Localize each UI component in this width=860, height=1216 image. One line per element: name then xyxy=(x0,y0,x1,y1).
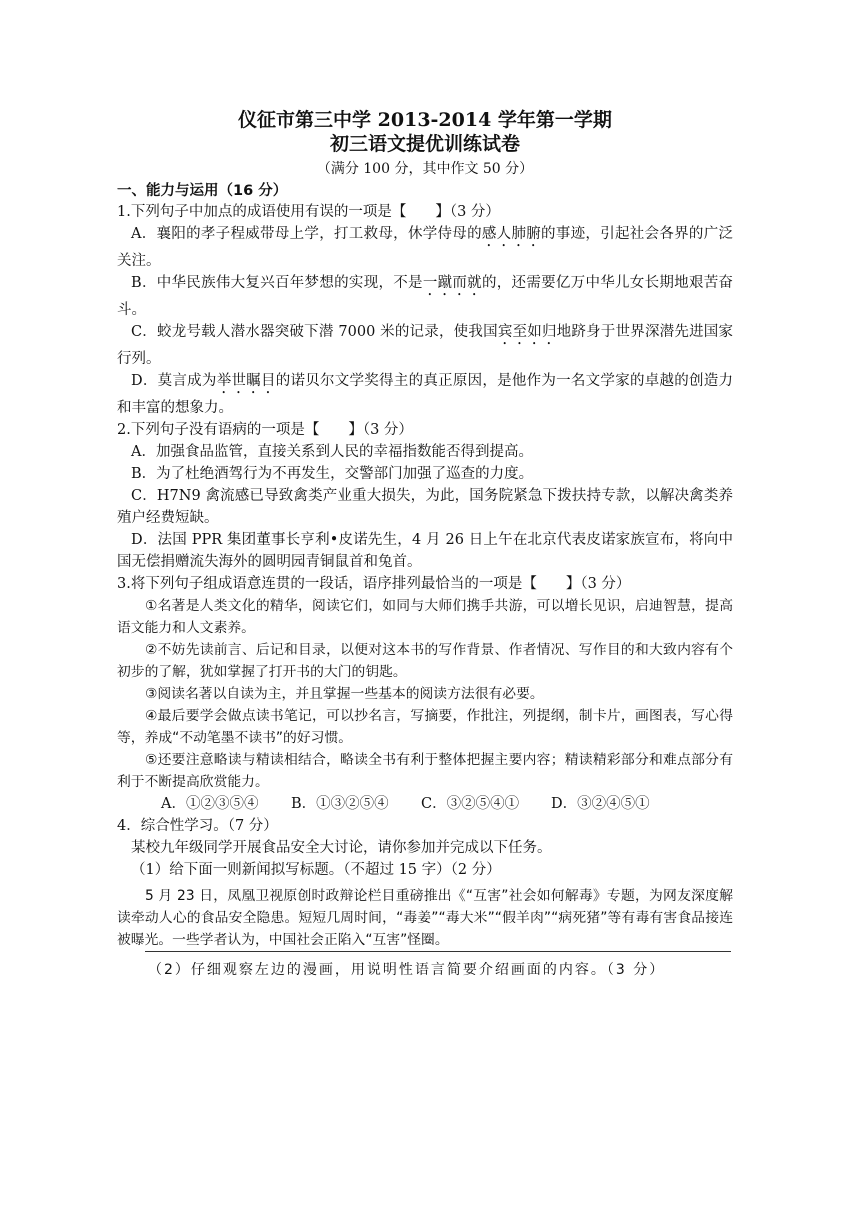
q1-option-c: C．蛟龙号载人潜水器突破下潜 7000 米的记录，使我国宾至如归地跻身于世界深潜先进国家行列。 xyxy=(117,324,734,367)
q2-stem: 2.下列句子没有语病的一项是【 】（3 分） xyxy=(117,422,413,438)
q3-choices xyxy=(161,793,733,815)
q1-d-dotted-idiom: 举世瞩目 xyxy=(216,373,276,389)
q3-sentence-4: ④最后要学会做点读书笔记，可以抄名言，写摘要，作批注，列提纲，制卡片，画图表，写心得等，养成“不动笔墨不读书”的好习惯。 xyxy=(117,708,733,746)
q3-stem: 3.将下列句子组成语意连贯的一段话，语序排列最恰当的一项是【 】（3 分） xyxy=(117,576,631,592)
q2-option-d: D．法国 PPR 集团董事长亨利•皮诺先生，4 月 26 日上午在北京代表皮诺家族宣布，将向中国无偿捐赠流失海外的圆明园青铜鼠首和兔首。 xyxy=(117,532,733,570)
q1-c-dotted-idiom: 宾至如归 xyxy=(497,324,557,340)
q3-choice-d: D．③②④⑤① xyxy=(551,796,650,812)
q3-choice-c: C．③②⑤④① xyxy=(421,796,520,812)
exam-page xyxy=(117,0,733,951)
q3-sentence-3: ③阅读名著以自读为主，并且掌握一些基本的阅读方法很有必要。 xyxy=(145,686,544,702)
q3-sentence-5: ⑤还要注意略读与精读相结合，略读全书有利于整体把握主要内容；精读精彩部分和难点部分有利于不断提高欣赏能力。 xyxy=(117,752,733,790)
q4-news-passage: 5 月 23 日，凤凰卫视原创时政辩论栏目重磅推出《“互害”社会如何解毒》专题，为网友深度解读牵动人心的食品安全隐患。短短几周时间，“毒姜”“毒大米”“假羊肉”“病死猪”等有毒有害食品接连被曝光。一些学者认为，中国社会正陷入“互害”怪圈。 xyxy=(117,888,733,948)
section-heading: 一、能力与运用（16 分） xyxy=(117,183,288,199)
q4-sub2: （2）仔细观察左边的漫画，用说明性语言简要介绍画面的内容。（3 分） xyxy=(148,962,666,978)
q4-stem: 4．综合性学习。（7 分） xyxy=(117,818,278,834)
q1-b-dotted-idiom: 一蹴而就 xyxy=(422,275,482,291)
q2-option-c: C．H7N9 禽流感已导致禽类产业重大损失，为此，国务院紧急下拨扶持专款，以解决禽类养殖户经费短缺。 xyxy=(117,488,733,526)
q4-sub1: （1）给下面一则新闻拟写标题。（不超过 15 字）（2 分） xyxy=(131,862,501,878)
exam-title-line1: 仪征市第三中学 2013-2014 学年第一学期 xyxy=(238,109,612,131)
q1-stem: 1.下列句子中加点的成语使用有误的一项是【 】（3 分） xyxy=(117,204,500,220)
exam-subtitle: （满分 100 分，其中作文 50 分） xyxy=(316,161,534,177)
q2-option-a: A．加强食品监管，直接关系到人民的幸福指数能否得到提高。 xyxy=(131,444,533,460)
q2-option-b: B．为了杜绝酒驾行为不再发生，交警部门加强了巡查的力度。 xyxy=(131,466,534,482)
q1-option-a: A．襄阳的孝子程威带母上学，打工救母，休学侍母的感人肺腑的事迹，引起社会各界的广泛关注。 xyxy=(117,226,734,269)
q1-option-b: B．中华民族伟大复兴百年梦想的实现，不是一蹴而就的，还需要亿万中华儿女长期地艰苦奋斗。 xyxy=(117,275,734,318)
divider-line xyxy=(145,951,731,952)
q1-a-dotted-idiom: 感人肺腑 xyxy=(481,226,542,242)
q3-sentence-2: ②不妨先读前言、后记和目录，以便对这本书的写作背景、作者情况、写作目的和大致内容有个初步的了解，犹如掌握了打开书的大门的钥匙。 xyxy=(117,642,733,680)
q4-intro: 某校九年级同学开展食品安全大讨论，请你参加并完成以下任务。 xyxy=(131,840,552,856)
q3-choice-a: A．①②③⑤④ xyxy=(161,796,259,812)
exam-title-line2: 初三语文提优训练试卷 xyxy=(329,133,520,155)
q3-sentence-1: ①名著是人类文化的精华，阅读它们，如同与大师们携手共游，可以增长见识，启迪智慧，提高语文能力和人文素养。 xyxy=(117,598,733,636)
q3-choice-b: B．①③②⑤④ xyxy=(291,796,389,812)
q1-option-d: D．莫言成为举世瞩目的诺贝尔文学奖得主的真正原因，是他作为一名文学家的卓越的创造力和丰富的想象力。 xyxy=(117,373,734,416)
